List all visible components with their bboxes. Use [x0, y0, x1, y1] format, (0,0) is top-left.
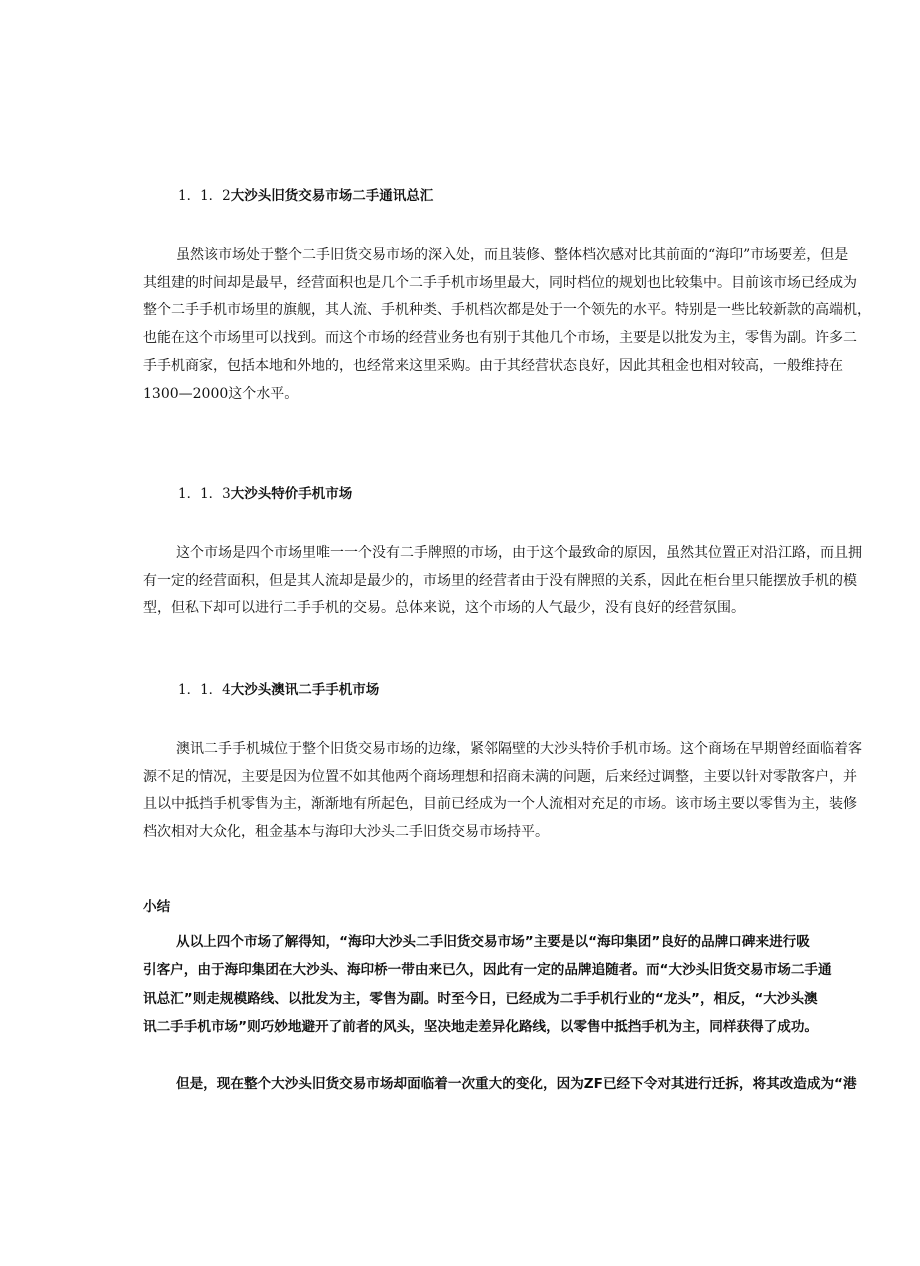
section-number: 1．1．3: [178, 486, 231, 502]
section-title: 大沙头旧货交易市场二手通讯总汇: [230, 188, 434, 204]
section-paragraph-1-1-4: [143, 736, 908, 847]
paragraph-line: 手手机商家，包括本地和外地的，也经常来这里采购。由于其经营状态良好，因此其租金也相对较高，一般维持在: [143, 357, 843, 374]
paragraph-line: 澳讯二手手机城位于整个旧货交易市场的边缘，紧邻隔壁的大沙头特价手机市场。这个商场在早期曾经面临着客: [176, 741, 862, 757]
paragraph-line: 虽然该市场处于整个二手旧货交易市场的深入处，而且装修、整体档次感对比其前面的“海印”市场要差，但是: [176, 247, 849, 263]
summary-paragraph-1: [143, 928, 908, 1041]
paragraph-line: 且以中抵挡手机零售为主，渐渐地有所起色，目前已经成为一个人流相对充足的市场。该市场主要以零售为主，装修: [143, 796, 857, 813]
paragraph-line: 讯总汇”则走规模路线、以批发为主，零售为副。时至今日，已经成为二手手机行业的“龙头”，相反，“大沙头澳: [143, 990, 818, 1007]
section-title: 大沙头特价手机市场: [230, 486, 353, 502]
section-heading-1-1-2: [178, 186, 433, 206]
section-heading-1-1-4: [178, 680, 379, 700]
section-title: 大沙头澳讯二手手机市场: [230, 682, 380, 698]
section-number: 1．1．2: [178, 188, 231, 204]
paragraph-line: 源不足的情况，主要是因为位置不如其他两个商场理想和招商未满的问题，后来经过调整，主要以针对零散客户，并: [143, 768, 857, 785]
paragraph-line: 讯二手手机市场”则巧妙地避开了前者的风头，坚决地走差异化路线，以零售中抵挡手机为主，同样获得了成功。: [143, 1018, 819, 1035]
paragraph-line: 从以上四个市场了解得知，“海印大沙头二手旧货交易市场”主要是以“海印集团”良好的品牌口碑来进行吸: [176, 934, 810, 950]
paragraph-line: 引客户，由于海印集团在大沙头、海印桥一带由来已久，因此有一定的品牌追随者。而“大沙头旧货交易市场二手通: [143, 962, 832, 979]
section-paragraph-1-1-3: [143, 540, 908, 623]
paragraph-line: 1300—2000这个水平。: [143, 385, 299, 402]
summary-title: 小结: [143, 899, 171, 915]
summary-paragraph-2: [143, 1070, 908, 1098]
paragraph-line: 整个二手手机市场里的旗舰，其人流、手机种类、手机档次都是处于一个领先的水平。特别是一些比较新款的高端机，: [143, 302, 871, 319]
paragraph-line: 有一定的经营面积，但是其人流却是最少的，市场里的经营者由于没有牌照的关系，因此在柜台里只能摆放手机的模: [143, 572, 857, 589]
paragraph-line: 其组建的时间却是最早，经营面积也是几个二手手机市场里最大，同时档位的规划也比较集中。目前该市场已经成为: [143, 274, 857, 291]
section-number: 1．1．4: [178, 682, 231, 698]
paragraph-line: 但是，现在整个大沙头旧货交易市场却面临着一次重大的变化，因为ZF已经下令对其进行迁拆，将其改造成为“港: [176, 1076, 857, 1092]
section-heading-1-1-3: [178, 484, 352, 504]
paragraph-line: 也能在这个市场里可以找到。而这个市场的经营业务也有别于其他几个市场，主要是以批发为主，零售为副。许多二: [143, 330, 857, 347]
paragraph-line: 型，但私下却可以进行二手手机的交易。总体来说，这个市场的人气最少，没有良好的经营氛围。: [143, 600, 745, 617]
section-paragraph-1-1-2: [143, 242, 908, 408]
paragraph-line: 这个市场是四个市场里唯一一个没有二手牌照的市场，由于这个最致命的原因，虽然其位置正对沿江路，而且拥: [176, 545, 862, 561]
paragraph-line: 档次相对大众化，租金基本与海印大沙头二手旧货交易市场持平。: [143, 824, 549, 841]
